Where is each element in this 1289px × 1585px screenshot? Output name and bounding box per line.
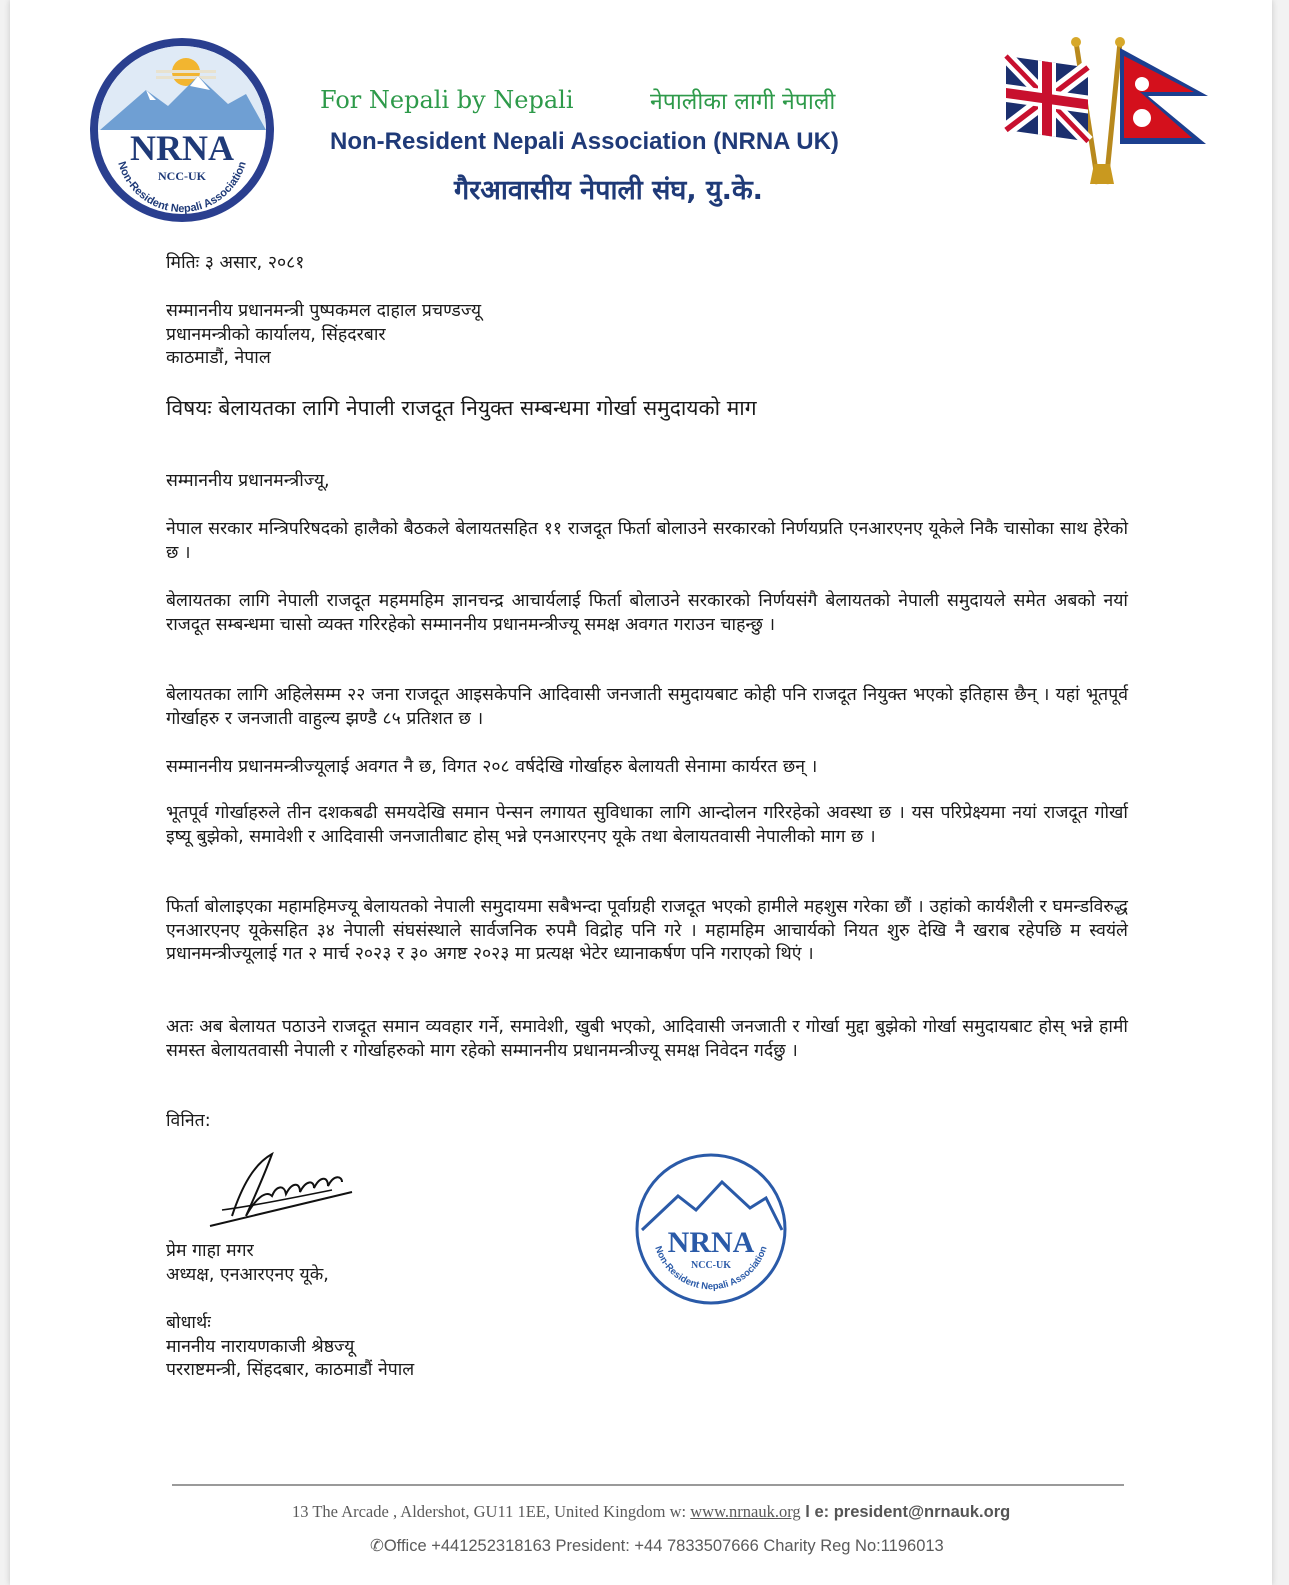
recipient-block [166, 300, 1128, 371]
website-link[interactable]: www.nrnauk.org [690, 1502, 801, 1521]
logo-main-text: NRNA [130, 128, 234, 168]
paragraph: भूतपूर्व गोर्खाहरुले तीन दशकबढी समयदेखि समान पेन्सन लगायत सुविधाका लागि आन्दोलन गरिरहेको अवस्था छ । यस परिप्रेक्ष्यमा नयां राजदूत गोर्खा इष्यू बुझेको, समावेशी र आदिवासी जनजातीबाट होस् भन्ने एनआरएनए यूके तथा बेलायतवासी नेपालीको माग छ । [166, 803, 1128, 847]
logo-sub-text: NCC-UK [158, 169, 206, 183]
footer-address: 13 The Arcade , Aldershot, GU11 1EE, United Kingdom w: [292, 1502, 691, 1521]
closing: विनित: [166, 1111, 211, 1131]
footer-address-line [292, 1502, 1010, 1522]
cc-line: परराष्टमन्त्री, सिंहदबार, काठमाडौं नेपाल [166, 1360, 415, 1380]
letter-date: मितिः ३ असार, २०८१ [166, 253, 305, 273]
stamp-sub-text: NCC-UK [691, 1260, 731, 1271]
footer-divider [172, 1484, 1124, 1486]
paragraph: सम्माननीय प्रधानमन्त्रीज्यूलाई अवगत नै छ, विगत २०८ वर्षदेखि गोर्खाहरु बेलायती सेनामा कार्यरत छन् । [166, 757, 818, 777]
cc-label: बोधार्थः [166, 1313, 211, 1333]
letter-page [10, 0, 1272, 1585]
logo-ring-text: Non-Resident Nepali Association [115, 160, 249, 216]
paragraph: बेलायतका लागि अहिलेसम्म २२ जना राजदूत आइसकेपनि आदिवासी जनजाती समुदायबाट कोही पनि राजदूत नियुक्त भएको इतिहास छैन् । यहां भूतपूर्व गोर्खाहरु र जनजाती वाहुल्य झण्डै ८५ प्रतिशत छ । [166, 685, 1128, 729]
signature-image [202, 1146, 362, 1236]
paragraph: अतः अब बेलायत पठाउने राजदूत समान व्यवहार गर्ने, समावेशी, खुबी भएको, आदिवासी जनजाती र गोर्खा मुद्दा बुझेको गोर्खा समुदायबाट होस् भन्ने हामी समस्त बेलायतवासी नेपाली र गोर्खाहरुको माग रहेको सम्माननीय प्रधानमन्त्रीज्यू समक्ष निवेदन गर्दछु । [166, 1017, 1128, 1061]
cc-block [166, 1312, 1128, 1383]
letter-salutation: सम्माननीय प्रधानमन्त्रीज्यू, [166, 471, 330, 491]
recipient-line: काठमाडौं, नेपाल [166, 348, 271, 368]
letter-subject: विषयः बेलायतका लागि नेपाली राजदूत नियुक्त सम्बन्धमा गोर्खा समुदायको माग [166, 396, 757, 420]
signer-name: प्रेम गाहा मगर [166, 1241, 254, 1261]
email-link[interactable]: l e: president@nrnauk.org [800, 1503, 1011, 1521]
org-name-english: Non-Resident Nepali Association (NRNA UK) [330, 128, 839, 155]
stamp-main-text: NRNA [667, 1226, 755, 1259]
paragraph: बेलायतका लागि नेपाली राजदूत महममहिम ज्ञानचन्द्र आचार्यलाई फिर्ता बोलाउने सरकारको निर्णयसंगै बेलायतको नेपाली समुदायले समेत अबको नयां राजदूत सम्बन्धमा चासो व्यक्त गरिरहेको सम्माननीय प्रधानमन्त्रीज्यू समक्ष अवगत गराउन चाहन्छु । [166, 591, 1128, 635]
signer-title: अध्यक्ष, एनआरएनए यूके, [166, 1264, 329, 1285]
recipient-line: सम्माननीय प्रधानमन्त्री पुष्पकमल दाहाल प्रचण्डज्यू [166, 301, 482, 321]
nrna-logo [86, 34, 278, 226]
footer-contacts: ✆Office +441252318163 President: +44 7833507666 Charity Reg No:1196013 [370, 1537, 944, 1555]
org-name-nepali: गैरआवासीय नेपाली संघ, यु.के. [454, 175, 763, 206]
recipient-line: प्रधानमन्त्रीको कार्यालय, सिंहदरबार [166, 324, 386, 345]
tagline-english: For Nepali by Nepali [320, 86, 574, 114]
paragraph: नेपाल सरकार मन्त्रिपरिषदको हालैको बैठकले बेलायतसहित ११ राजदूत फिर्ता बोलाउने सरकारको निर्णयप्रति एनआरएनए यूकेले निकै चासोका साथ हेरेको छ । [166, 519, 1128, 563]
crossed-flags-icon [1002, 34, 1212, 190]
paragraph: फिर्ता बोलाइएका महामहिमज्यू बेलायतको नेपाली समुदायमा सबैभन्दा पूर्वाग्रही राजदूत भएको हामीले महशुस गरेका छौं । उहांको कार्यशैली र घमन्डविरुद्ध एनआरएनए यूकेसहित ३४ नेपाली संघसंस्थाले सार्वजनिक रुपमै विद्रोह पनि गरे । महामहिम आचार्यको नियत शुरु देखि नै खराब रहेपछि म स्वयंले प्रधानमन्त्रीज्यूलाई गत २ मार्च २०२३ र ३० अगष्ट २०२३ मा प्रत्यक्ष भेटेर ध्यानाकर्षण पनि गराएको थिएं । [166, 897, 1128, 964]
tagline-nepali: नेपालीका लागी नेपाली [650, 89, 836, 115]
stamp-ring-text: Non-Resident Nepali Association [652, 1244, 770, 1293]
nrna-stamp [632, 1150, 790, 1308]
cc-line: माननीय नारायणकाजी श्रेष्ठज्यू [166, 1336, 355, 1357]
